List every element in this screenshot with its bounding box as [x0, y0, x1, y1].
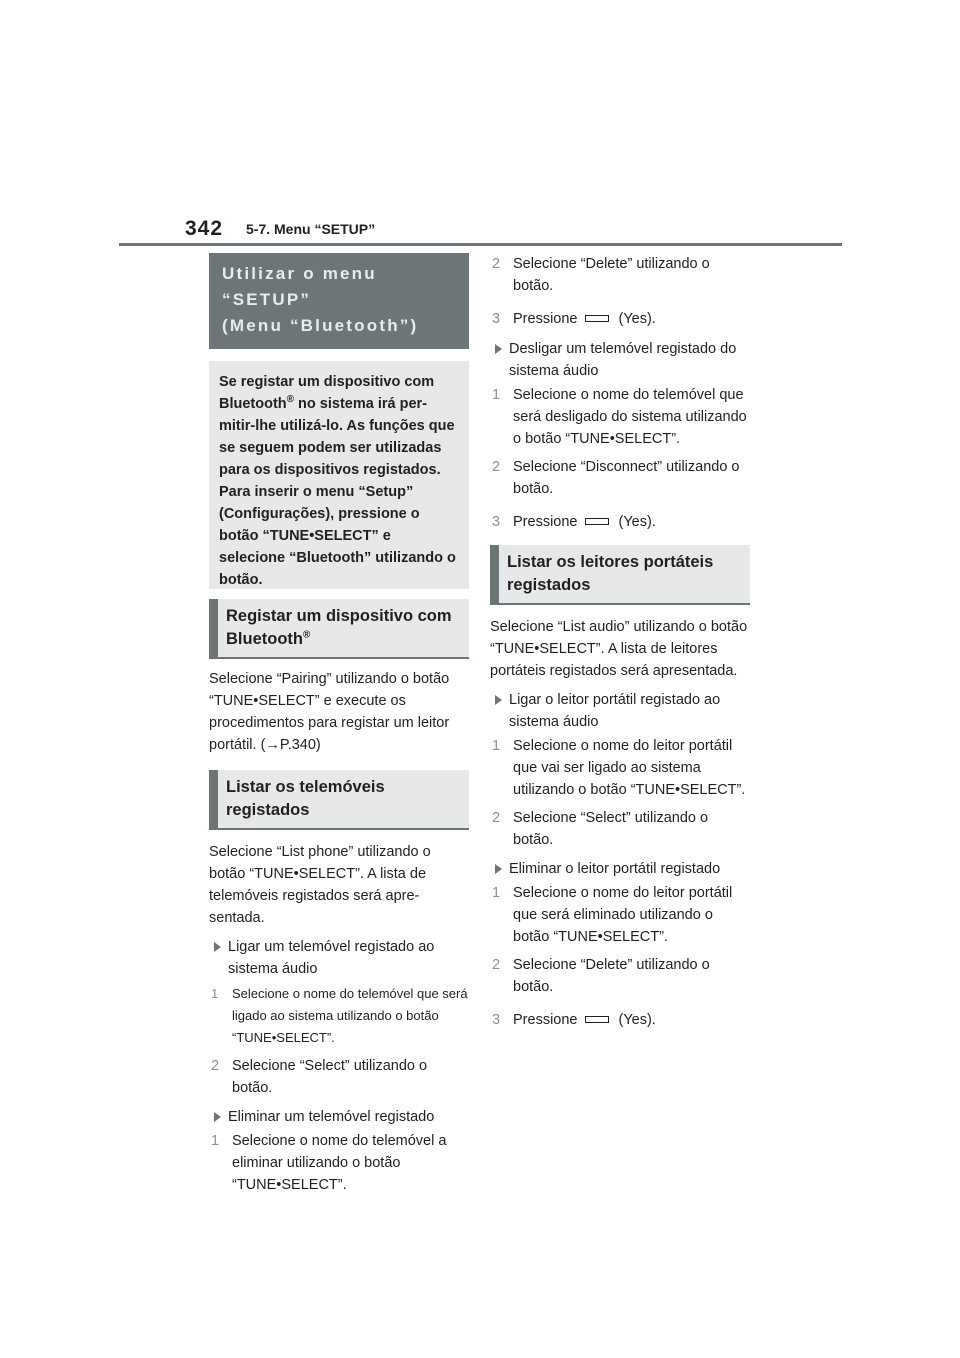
step-item	[209, 1130, 469, 1196]
step-item	[490, 308, 750, 330]
step-text: Selecione o nome do leitor portátil que será eliminado utilizando o botão “TUNE•SELECT”.	[513, 885, 733, 945]
step-number: 2	[492, 957, 501, 973]
intro-box	[209, 361, 469, 589]
bullet-text: Desligar um telemóvel registado do sistema áudio	[509, 341, 737, 379]
step-text: Selecione “Delete” utilizando o botão.	[513, 256, 710, 294]
bullet-text: Eliminar um telemóvel registado	[228, 1109, 435, 1125]
yes-button-icon	[585, 1016, 609, 1023]
bullet-text: Ligar o leitor portátil registado ao sistema áudio	[509, 692, 721, 730]
step-item	[490, 456, 750, 500]
step-item	[490, 1009, 750, 1031]
step-number: 3	[492, 514, 501, 530]
registered-mark: ®	[302, 629, 311, 641]
heading-line-2: Bluetooth	[226, 630, 303, 648]
hero-line-1: Utilizar o menu “SETUP”	[222, 264, 377, 309]
step-item	[490, 735, 750, 801]
step-item	[490, 882, 750, 948]
step-text: Selecione “Delete” utilizando o botão.	[513, 957, 710, 995]
bullet-connect-phone	[209, 936, 469, 980]
bullet-text: Eliminar o leitor portátil registado	[509, 861, 721, 877]
step-number: 2	[492, 459, 501, 475]
header-rule	[119, 243, 842, 246]
step-number: 1	[492, 738, 501, 754]
step-text-end: (Yes).	[618, 311, 656, 327]
step-number: 1	[492, 885, 501, 901]
registered-mark: ®	[286, 394, 295, 406]
step-item	[490, 954, 750, 998]
step-number: 2	[492, 810, 501, 826]
step-item	[490, 384, 750, 450]
triangle-bullet-icon	[495, 864, 502, 874]
step-text: Pressione	[513, 1012, 578, 1028]
step-item	[490, 511, 750, 533]
bullet-delete-phone	[209, 1106, 469, 1128]
step-number: 1	[211, 986, 219, 1001]
step-number: 3	[492, 1012, 501, 1028]
yes-button-icon	[585, 518, 609, 525]
list-players-text: Selecione “List audio” utilizando o botão “TUNE•SELECT”. A lista de leitores portáteis registados será apresentada.	[490, 619, 748, 679]
hero-line-2: (Menu “Bluetooth”)	[222, 316, 419, 335]
intro-text-start: Se registar um dispositivo com Bluetooth	[219, 374, 435, 412]
step-text: Selecione “Select” utilizando o botão.	[513, 810, 709, 848]
left-column	[209, 253, 469, 1196]
step-number: 1	[211, 1133, 220, 1149]
step-number: 2	[492, 256, 501, 272]
register-device-text: Selecione “Pairing” utilizando o botão “TUNE•SELECT” e execute os procedimentos para registar um leitor portátil. (→P.340)	[209, 671, 450, 753]
step-text: Pressione	[513, 514, 578, 530]
step-text: Pressione	[513, 311, 578, 327]
step-text: Selecione o nome do leitor portátil que vai ser ligado ao sistema utilizando o botão “TUNE•SELECT”.	[513, 738, 746, 798]
triangle-bullet-icon	[495, 695, 502, 705]
step-text-end: (Yes).	[618, 1012, 656, 1028]
heading-list-phones: Listar os telemóveis registados	[209, 770, 469, 830]
triangle-bullet-icon	[495, 344, 502, 354]
step-item	[209, 1055, 469, 1099]
bullet-disconnect-phone	[490, 338, 750, 382]
step-text: Selecione o nome do telemóvel que será desligado do sistema utilizando o botão “TUNE•SELECT”.	[513, 387, 747, 447]
chapter-title: 5-7. Menu “SETUP”	[246, 221, 376, 237]
heading-list-players: Listar os leitores portáteis registados	[490, 545, 750, 605]
heading-line-1: Registar um dispositivo com	[226, 607, 452, 625]
right-column	[490, 253, 750, 1031]
bullet-text: Ligar um telemóvel registado ao sistema áudio	[228, 939, 435, 977]
page-number: 342	[185, 217, 224, 240]
yes-button-icon	[585, 315, 609, 322]
list-phones-text: Selecione “List phone” utilizando o botão “TUNE•SELECT”. A lista de telemóveis registados será apresentada.	[209, 844, 431, 926]
section-hero-title	[209, 253, 469, 349]
step-item	[490, 253, 750, 297]
step-number: 2	[211, 1058, 220, 1074]
triangle-bullet-icon	[214, 1112, 221, 1122]
bullet-delete-player	[490, 858, 750, 880]
step-text: Selecione “Disconnect” utilizando o botão.	[513, 459, 740, 497]
step-number: 1	[492, 387, 501, 403]
step-text-end: (Yes).	[618, 514, 656, 530]
step-text: Selecione o nome do telemóvel a eliminar utilizando o botão “TUNE•SELECT”.	[232, 1133, 447, 1193]
heading-register-device	[209, 599, 469, 659]
step-item	[209, 983, 469, 1049]
bullet-connect-player	[490, 689, 750, 733]
intro-text-end: no sistema irá permitir-lhe utilizá-lo. As funções que se seguem podem ser utilizadas para os dispositivos registados. Para inserir o menu “Setup” (Configurações), pressione o botão “TUNE•SELECT” e selecione “Bluetooth” utilizando o botão.	[219, 396, 456, 588]
step-item	[490, 807, 750, 851]
step-number: 3	[492, 311, 501, 327]
triangle-bullet-icon	[214, 942, 221, 952]
step-text: Selecione “Select” utilizando o botão.	[232, 1058, 428, 1096]
step-text: Selecione o nome do telemóvel que será ligado ao sistema utilizando o botão “TUNE•SELECT”.	[232, 986, 468, 1045]
